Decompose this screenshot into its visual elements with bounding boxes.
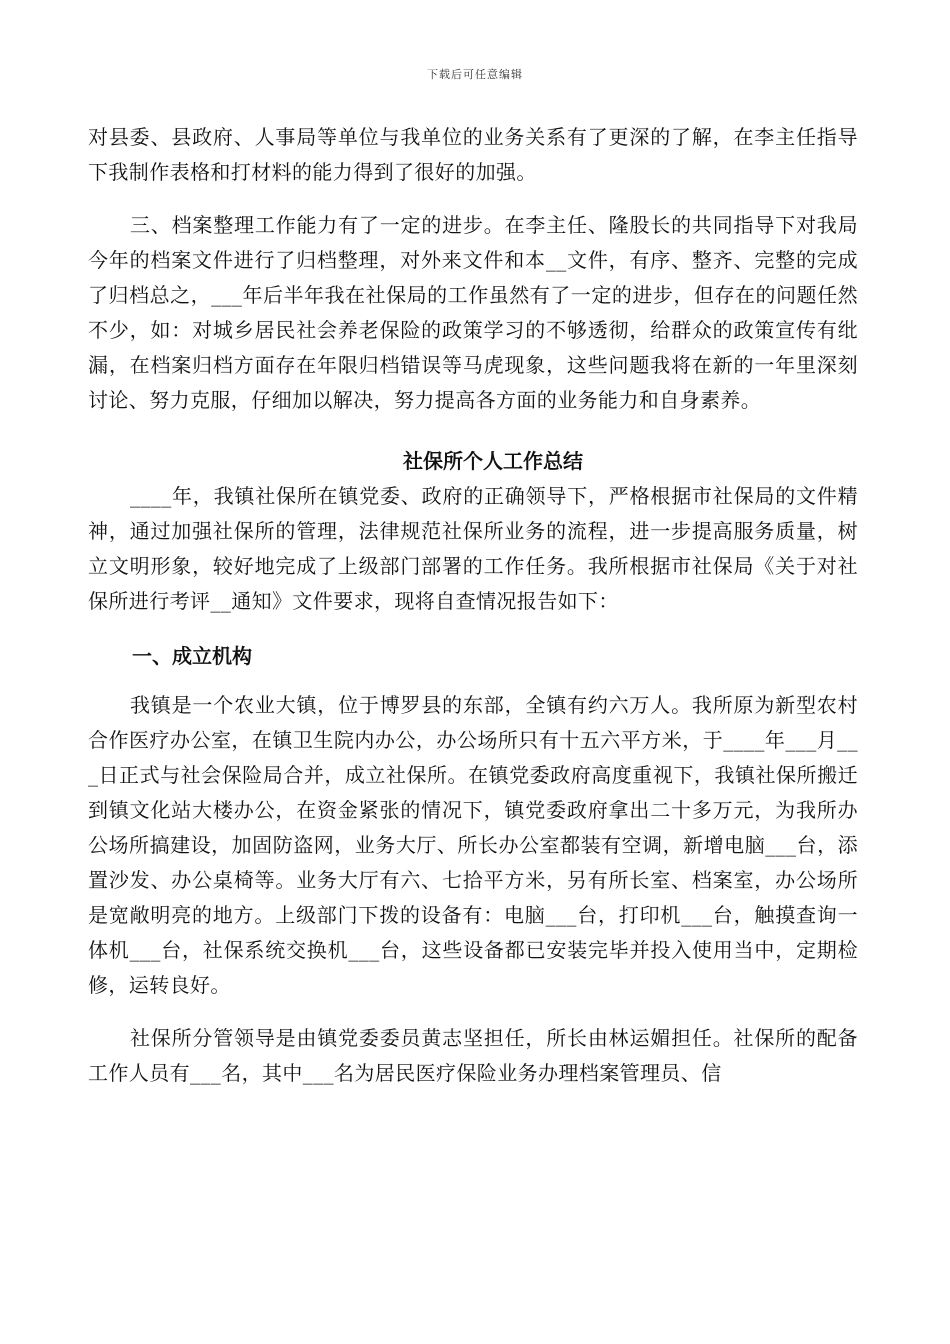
header-note: 下载后可任意编辑 <box>427 68 523 81</box>
paragraph-continuation: 对县委、县政府、人事局等单位与我单位的业务关系有了更深的了解，在李主任指导下我制作表格和打材料的能力得到了很好的加强。 <box>88 125 858 184</box>
paragraph-staffing: 社保所分管领导是由镇党委委员黄志坚担任，所长由林运媚担任。社保所的配备工作人员有___名，其中___名为居民医疗保险业务办理档案管理员、信 <box>88 1026 858 1085</box>
paragraph-intro: ____年，我镇社保所在镇党委、政府的正确领导下，严格根据市社保局的文件精神，通过加强社保所的管理，法律规范社保所业务的流程，进一步提高服务质量，树立文明形象，较好地完成了上级部门部署的工作任务。我所根据市社保局《关于对社保所进行考评__通知》文件要求，现将自查情况报告如下： <box>88 484 858 613</box>
paragraph-agency-details: 我镇是一个农业大镇，位于博罗县的东部，全镇有约六万人。我所原为新型农村合作医疗办公室，在镇卫生院内办公，办公场所只有十五六平方米，于____年___月___日正式与社会保险局合并，成立社保所。在镇党委政府高度重视下，我镇社保所搬迁到镇文化站大楼办公，在资金紧张的情况下，镇党委政府拿出二十多万元，为我所办公场所搞建设，加固防盗网，业务大厅、所长办公室都装有空调，新增电脑___台，添置沙发、办公桌椅等。业务大厅有六、七拾平方米，另有所长室、档案室，办公场所是宽敞明亮的地方。上级部门下拨的设备有：电脑___台，打印机___台，触摸查询一体机___台，社保系统交换机___台，这些设备都已安装完毕并投入使用当中，定期检修，运转良好。 <box>88 693 858 997</box>
heading-establish-agency: 一、成立机构 <box>132 644 252 668</box>
paragraph-archive-work: 三、档案整理工作能力有了一定的进步。在李主任、隆股长的共同指导下对我局今年的档案文件进行了归档整理，对外来文件和本__文件，有序、整齐、完整的完成了归档总之，___年后半年我在社保局的工作虽然有了一定的进步，但存在的问题任然不少，如：对城乡居民社会养老保险的政策学习的不够透彻，给群众的政策宣传有纰漏，在档案归档方面存在年限归档错误等马虎现象，这些问题我将在新的一年里深刻讨论、努力克服，仔细加以解决，努力提高各方面的业务能力和自身素养。 <box>88 213 858 412</box>
document-body <box>88 120 858 1091</box>
section-title: 社保所个人工作总结 <box>403 449 583 473</box>
